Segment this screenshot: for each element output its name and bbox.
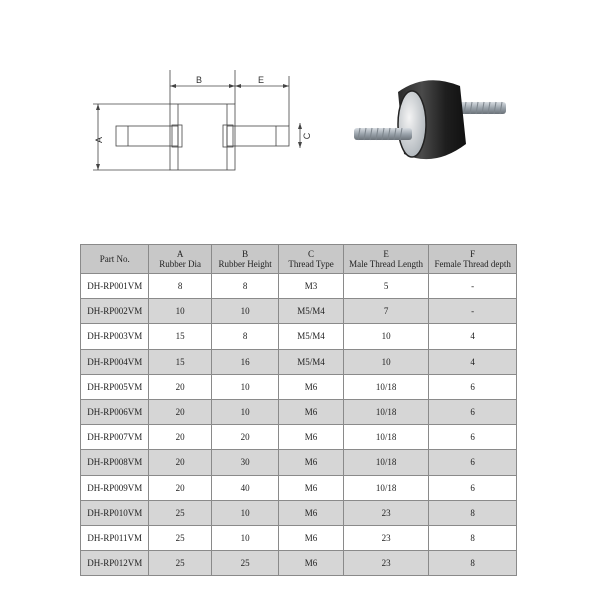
spec-table [80, 244, 517, 576]
cell-thread-type: M6 [279, 475, 343, 500]
cell-female-thread-depth: 6 [429, 450, 517, 475]
cell-female-thread-depth: 4 [429, 324, 517, 349]
cell-female-thread-depth: 8 [429, 551, 517, 576]
stud-left [116, 126, 178, 146]
header-rubber-height: B Rubber Height [211, 245, 278, 274]
cell-rubber-dia: 20 [149, 399, 211, 424]
table-row [81, 450, 517, 475]
cell-rubber-dia: 15 [149, 324, 211, 349]
table-row [81, 475, 517, 500]
cell-rubber-dia: 10 [149, 299, 211, 324]
table-row [81, 349, 517, 374]
cell-thread-type: M6 [279, 450, 343, 475]
table-row [81, 374, 517, 399]
header-thread-type: C Thread Type [279, 245, 343, 274]
table-row [81, 324, 517, 349]
cell-part-no: DH-RP007VM [81, 425, 149, 450]
cell-part-no: DH-RP010VM [81, 500, 149, 525]
cell-part-no: DH-RP002VM [81, 299, 149, 324]
cell-rubber-height: 10 [211, 525, 278, 550]
cell-rubber-height: 20 [211, 425, 278, 450]
cell-female-thread-depth: - [429, 274, 517, 299]
cell-rubber-dia: 20 [149, 475, 211, 500]
cell-female-thread-depth: 4 [429, 349, 517, 374]
label-c: C [302, 132, 312, 140]
cell-rubber-dia: 20 [149, 374, 211, 399]
table-row [81, 274, 517, 299]
cell-part-no: DH-RP004VM [81, 349, 149, 374]
dimension-drawing [88, 66, 323, 176]
cell-male-thread-length: 23 [343, 525, 429, 550]
cell-thread-type: M6 [279, 551, 343, 576]
cell-male-thread-length: 10/18 [343, 475, 429, 500]
cell-rubber-height: 8 [211, 324, 278, 349]
cell-part-no: DH-RP003VM [81, 324, 149, 349]
label-a: A [94, 136, 104, 144]
cell-thread-type: M6 [279, 374, 343, 399]
cell-male-thread-length: 10 [343, 349, 429, 374]
cell-female-thread-depth: 6 [429, 374, 517, 399]
cell-thread-type: M6 [279, 525, 343, 550]
cell-rubber-height: 10 [211, 374, 278, 399]
table-row [81, 299, 517, 324]
table-row [81, 399, 517, 424]
cell-thread-type: M5/M4 [279, 299, 343, 324]
rubber-mount-photo [348, 72, 518, 182]
cell-thread-type: M5/M4 [279, 349, 343, 374]
table-body [81, 274, 517, 576]
cell-rubber-height: 16 [211, 349, 278, 374]
stud-right [227, 126, 289, 146]
label-b: B [195, 75, 203, 85]
cell-part-no: DH-RP008VM [81, 450, 149, 475]
cell-rubber-dia: 15 [149, 349, 211, 374]
header-rubber-dia: A Rubber Dia [149, 245, 211, 274]
cell-rubber-dia: 25 [149, 525, 211, 550]
table-row [81, 525, 517, 550]
cell-part-no: DH-RP009VM [81, 475, 149, 500]
cell-rubber-height: 40 [211, 475, 278, 500]
cell-rubber-height: 8 [211, 274, 278, 299]
cell-rubber-dia: 25 [149, 551, 211, 576]
cell-thread-type: M6 [279, 500, 343, 525]
cell-female-thread-depth: - [429, 299, 517, 324]
cell-rubber-dia: 8 [149, 274, 211, 299]
cell-thread-type: M6 [279, 425, 343, 450]
cell-part-no: DH-RP005VM [81, 374, 149, 399]
cell-female-thread-depth: 6 [429, 475, 517, 500]
cell-thread-type: M3 [279, 274, 343, 299]
cell-part-no: DH-RP001VM [81, 274, 149, 299]
label-e: E [257, 75, 265, 85]
cell-rubber-height: 30 [211, 450, 278, 475]
cell-rubber-height: 10 [211, 399, 278, 424]
cell-thread-type: M5/M4 [279, 324, 343, 349]
cell-male-thread-length: 10/18 [343, 374, 429, 399]
cell-thread-type: M6 [279, 399, 343, 424]
cell-rubber-dia: 20 [149, 450, 211, 475]
cell-rubber-height: 25 [211, 551, 278, 576]
cell-rubber-dia: 25 [149, 500, 211, 525]
cell-male-thread-length: 5 [343, 274, 429, 299]
header-part-no: Part No. [81, 245, 149, 274]
cell-part-no: DH-RP011VM [81, 525, 149, 550]
header-female-thread-depth: F Female Thread depth [429, 245, 517, 274]
cell-male-thread-length: 7 [343, 299, 429, 324]
cell-male-thread-length: 10/18 [343, 450, 429, 475]
cell-male-thread-length: 23 [343, 500, 429, 525]
rubber-body-outline [170, 104, 235, 170]
cell-male-thread-length: 10 [343, 324, 429, 349]
cell-female-thread-depth: 8 [429, 500, 517, 525]
cell-part-no: DH-RP012VM [81, 551, 149, 576]
cell-rubber-height: 10 [211, 299, 278, 324]
cell-female-thread-depth: 6 [429, 399, 517, 424]
cell-male-thread-length: 10/18 [343, 425, 429, 450]
cell-part-no: DH-RP006VM [81, 399, 149, 424]
header-male-thread-length: E Male Thread Length [343, 245, 429, 274]
cell-female-thread-depth: 6 [429, 425, 517, 450]
cell-female-thread-depth: 8 [429, 525, 517, 550]
table-row [81, 425, 517, 450]
left-threaded-stud [354, 128, 412, 140]
cell-male-thread-length: 23 [343, 551, 429, 576]
cell-rubber-dia: 20 [149, 425, 211, 450]
table-row [81, 500, 517, 525]
table-header-row [81, 245, 517, 274]
table-row [81, 551, 517, 576]
cell-rubber-height: 10 [211, 500, 278, 525]
cell-male-thread-length: 10/18 [343, 399, 429, 424]
